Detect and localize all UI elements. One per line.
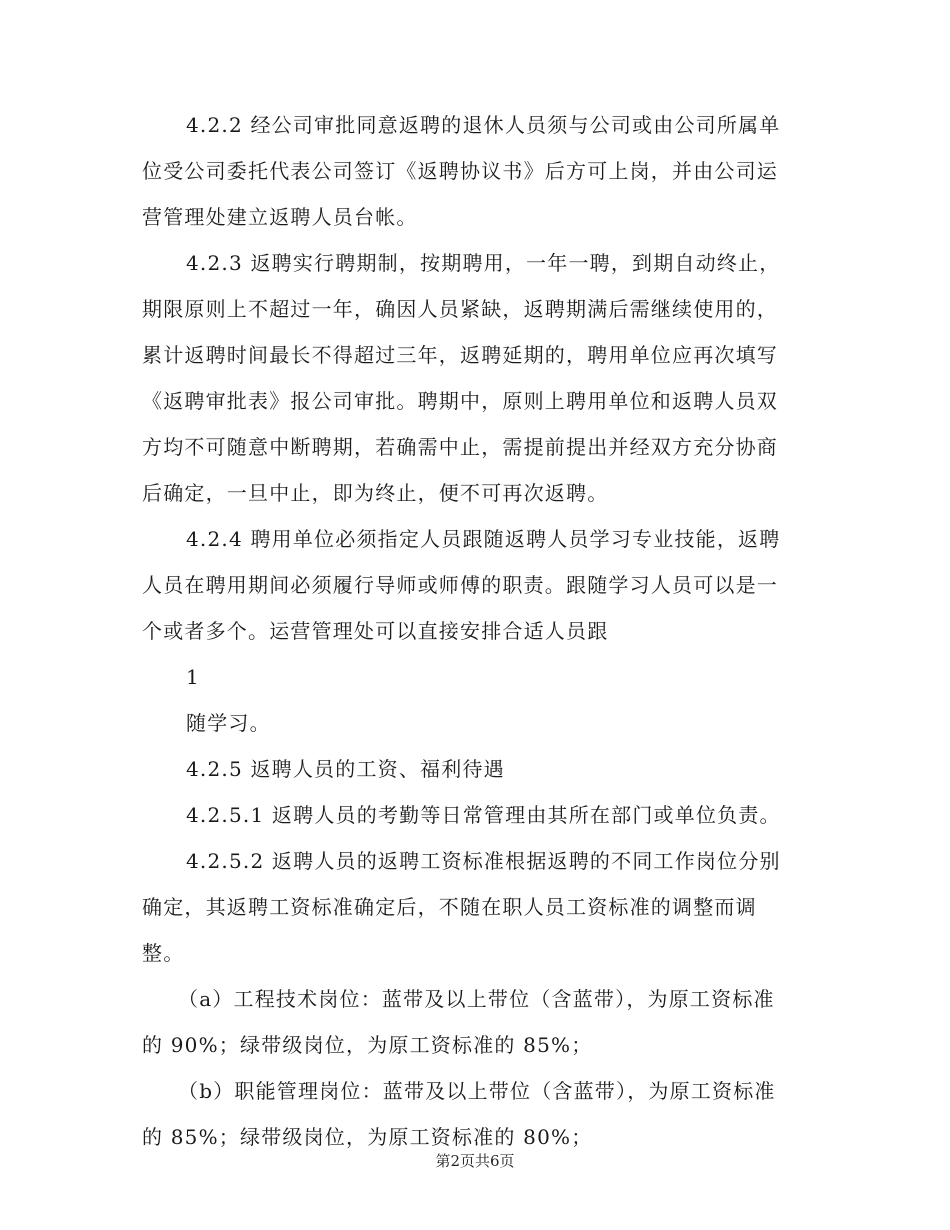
document-body	[142, 102, 808, 1160]
text-line-p3-l2: 人员在聘用期间必须履行导师或师傅的职责。跟随学习人员可以是一	[142, 573, 778, 597]
text-line-p7-l3: 整。	[142, 941, 185, 965]
text-line-p2-l1: 4.2.3 返聘实行聘期制，按期聘用，一年一聘，到期自动终止，	[186, 251, 781, 275]
text-line-p2-l4: 《返聘审批表》报公司审批。聘期中，原则上聘用单位和返聘人员双	[142, 389, 778, 413]
text-line-p2-l2: 期限原则上不超过一年，确因人员紧缺，返聘期满后需继续使用的，	[142, 297, 778, 321]
text-line-p2-l6: 后确定，一旦中止，即为终止，便不可再次返聘。	[142, 481, 609, 505]
page-number-label: 第2页共6页	[435, 1152, 515, 1170]
text-line-p2-l3: 累计返聘时间最长不得超过三年，返聘延期的，聘用单位应再次填写	[142, 343, 778, 367]
text-line-p3-l1: 4.2.4 聘用单位必须指定人员跟随返聘人员学习专业技能，返聘	[186, 527, 781, 551]
text-line-p1-l3: 营管理处建立返聘人员台帐。	[142, 205, 418, 229]
text-line-p3-l3: 个或者多个。运营管理处可以直接安排合适人员跟	[142, 619, 609, 643]
text-line-p8-l1: （a）工程技术岗位：蓝带及以上带位（含蓝带），为原工资标准	[178, 987, 775, 1011]
text-line-p7-l2: 确定，其返聘工资标准确定后，不随在职人员工资标准的调整而调	[142, 895, 757, 919]
text-line-p8-l2: 的 90%；绿带级岗位，为原工资标准的 85%；	[142, 1033, 593, 1057]
page-footer	[0, 1150, 950, 1171]
text-line-p2-l5: 方均不可随意中断聘期，若确需中止，需提前提出并经双方充分协商	[142, 435, 778, 459]
text-line-p1-l2: 位受公司委托代表公司签订《返聘协议书》后方可上岗，并由公司运	[142, 159, 778, 183]
text-line-p9-l2: 的 85%；绿带级岗位，为原工资标准的 80%；	[142, 1125, 593, 1149]
text-line-p1-l1: 4.2.2 经公司审批同意返聘的退休人员须与公司或由公司所属单	[186, 113, 781, 137]
text-line-p5-l1: 4.2.5 返聘人员的工资、福利待遇	[186, 757, 505, 781]
text-line-p6-l1: 4.2.5.1 返聘人员的考勤等日常管理由其所在部门或单位负责。	[186, 803, 781, 827]
text-line-p4-l1: 随学习。	[186, 711, 271, 735]
text-line-pn-l1: 1	[186, 665, 200, 689]
text-line-p7-l1: 4.2.5.2 返聘人员的返聘工资标准根据返聘的不同工作岗位分别	[186, 849, 781, 873]
text-line-p9-l1: （b）职能管理岗位：蓝带及以上带位（含蓝带），为原工资标准	[178, 1079, 776, 1103]
